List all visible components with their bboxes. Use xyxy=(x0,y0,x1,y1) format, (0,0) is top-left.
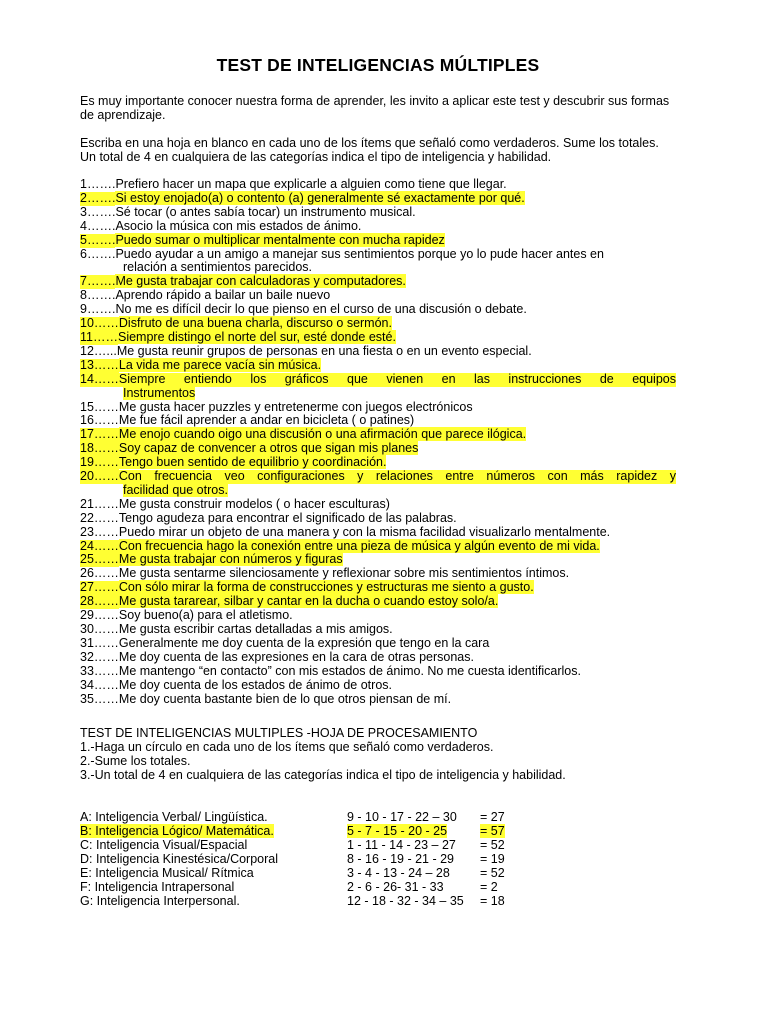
item-text xyxy=(119,498,676,512)
item-number: 23…… xyxy=(80,524,119,539)
item-text-content: Me gusta escribir cartas detalladas a mis amigos. xyxy=(118,622,393,636)
list-item xyxy=(80,275,676,289)
item-text-content: Me enojo cuando oigo una discusión o una afirmación que parece ilógica. xyxy=(118,427,527,442)
item-text-content: Prefiero hacer un mapa que explicarle a alguien como tiene que llegar. xyxy=(115,177,507,191)
result-category: A: Inteligencia Verbal/ Lingüística. xyxy=(80,810,268,825)
list-item xyxy=(80,498,676,512)
result-items: 5 - 7 - 15 - 20 - 25 xyxy=(347,824,448,839)
result-items: 9 - 10 - 17 - 22 – 30 xyxy=(347,810,457,825)
item-text-content: Soy capaz de convencer a otros que sigan mis planes xyxy=(118,441,419,456)
item-text xyxy=(115,206,676,220)
item-text xyxy=(119,665,676,679)
processing-step: 1.-Haga un círculo en cada uno de los ítems que señaló como verdaderos. xyxy=(80,740,494,755)
item-text-content: Siempre distingo el norte del sur, esté donde esté. xyxy=(117,329,396,344)
list-item xyxy=(80,679,676,693)
item-number: 26…… xyxy=(80,566,119,581)
item-text-content: Soy bueno(a) para el atletismo. xyxy=(118,608,293,623)
item-text-content: Me gusta trabajar con números y figuras xyxy=(118,552,343,567)
item-text xyxy=(119,526,676,540)
item-number: 14…… xyxy=(80,371,119,386)
list-item xyxy=(80,693,676,707)
item-number: 34…… xyxy=(80,677,119,692)
result-total: = 2 xyxy=(480,880,498,895)
results-row xyxy=(80,852,676,866)
item-number: 13…… xyxy=(80,357,119,372)
item-text xyxy=(119,414,676,428)
item-text-content: Generalmente me doy cuenta de la expresión que tengo en la cara xyxy=(118,635,490,650)
result-category: F: Inteligencia Intrapersonal xyxy=(80,880,235,895)
processing-step: 3.-Un total de 4 en cualquiera de las categorías indica el tipo de inteligencia y habilidad. xyxy=(80,768,566,783)
item-text-content: Me gusta trabajar con calculadoras y computadores. xyxy=(115,274,406,289)
item-number: 35…… xyxy=(80,691,119,706)
item-text-content: Puedo ayudar a un amigo a manejar sus sentimientos porque yo lo pude hacer antes en xyxy=(115,246,604,261)
item-text xyxy=(115,289,676,303)
results-row xyxy=(80,838,676,852)
result-items: 2 - 6 - 26- 31 - 33 xyxy=(347,880,444,895)
item-text xyxy=(119,651,676,665)
item-text-content: No me es difícil decir lo que pienso en el curso de una discusión o debate. xyxy=(115,302,527,317)
item-text xyxy=(117,345,676,359)
result-total: = 18 xyxy=(480,894,505,909)
item-text-content: Siempre entiendo los gráficos que vienen en las instrucciones de equipos xyxy=(118,371,676,386)
list-item xyxy=(80,456,676,470)
item-text-content: Asocio la música con mis estados de ánimo. xyxy=(115,218,362,233)
item-number: 19…… xyxy=(80,455,119,470)
item-number: 24…… xyxy=(80,538,119,553)
item-text xyxy=(119,359,676,373)
processing-step: 2.-Sume los totales. xyxy=(80,754,191,769)
result-items: 3 - 4 - 13 - 24 – 28 xyxy=(347,866,450,881)
results-row xyxy=(80,824,676,838)
item-text xyxy=(119,623,676,637)
item-text-content: Puedo mirar un objeto de una manera y con la misma facilidad visualizarlo mentalmente. xyxy=(118,524,611,539)
results-row xyxy=(80,894,676,908)
item-text xyxy=(115,275,676,289)
item-text xyxy=(119,637,676,651)
list-item xyxy=(80,526,676,540)
item-number: 28…… xyxy=(80,594,119,609)
item-text xyxy=(115,303,676,317)
intro-paragraph-1: Es muy importante conocer nuestra forma de aprender, les invito a aplicar este test y descubrir sus formas de aprendizaje. xyxy=(80,94,670,122)
item-number: 29…… xyxy=(80,608,119,623)
item-number: 30…… xyxy=(80,622,119,636)
item-number: 3……. xyxy=(80,204,116,219)
item-text xyxy=(119,470,676,484)
item-text-content: Me gusta reunir grupos de personas en una fiesta o en un evento especial. xyxy=(116,343,532,358)
item-number: 4……. xyxy=(80,218,116,233)
list-item xyxy=(80,178,676,192)
result-total: = 27 xyxy=(480,810,505,825)
item-text-continuation: facilidad que otros. xyxy=(123,482,228,497)
list-item xyxy=(80,567,676,581)
result-category: B: Inteligencia Lógico/ Matemática. xyxy=(80,824,274,839)
list-item xyxy=(80,373,676,401)
item-text xyxy=(118,331,676,345)
item-number: 7……. xyxy=(80,274,116,289)
item-text-content: Me doy cuenta bastante bien de lo que otros piensan de mí. xyxy=(118,691,452,706)
item-text xyxy=(119,567,676,581)
item-text-content: Me doy cuenta de las expresiones en la cara de otras personas. xyxy=(118,649,474,664)
item-text-content: Con frecuencia veo configuraciones y relaciones entre números con más rapidez y xyxy=(118,469,676,484)
result-total: = 19 xyxy=(480,852,505,867)
result-total: = 57 xyxy=(480,824,505,839)
item-text xyxy=(119,595,676,609)
result-category: C: Inteligencia Visual/Espacial xyxy=(80,838,248,853)
list-item xyxy=(80,206,676,220)
item-number: 21…… xyxy=(80,496,119,511)
item-number: 17…… xyxy=(80,427,119,442)
item-text-content: Con frecuencia hago la conexión entre una pieza de música y algún evento de mi vida. xyxy=(118,538,600,553)
list-item xyxy=(80,442,676,456)
item-number: 2……. xyxy=(80,190,116,205)
item-number: 32…… xyxy=(80,649,119,664)
item-text xyxy=(119,581,676,595)
item-number: 22…… xyxy=(80,510,119,525)
list-item xyxy=(80,401,676,415)
result-items: 12 - 18 - 32 - 34 – 35 xyxy=(347,894,464,909)
results-row xyxy=(80,810,676,824)
list-item xyxy=(80,595,676,609)
item-number: 6……. xyxy=(80,246,116,261)
list-item xyxy=(80,665,676,679)
list-item xyxy=(80,345,676,359)
result-total: = 52 xyxy=(480,838,505,853)
item-text xyxy=(115,178,676,192)
item-text-content: Tengo buen sentido de equilibrio y coordinación. xyxy=(118,455,387,470)
list-item xyxy=(80,317,676,331)
item-text-content: Con sólo mirar la forma de construcciones y estructuras me siento a gusto. xyxy=(118,580,534,595)
result-items: 8 - 16 - 19 - 21 - 29 xyxy=(347,852,455,867)
list-item xyxy=(80,428,676,442)
list-item xyxy=(80,220,676,234)
item-text xyxy=(119,609,676,623)
result-category: G: Inteligencia Interpersonal. xyxy=(80,894,240,909)
item-text-content: Me gusta sentarme silenciosamente y reflexionar sobre mis sentimientos íntimos. xyxy=(118,566,570,581)
item-text xyxy=(119,317,676,331)
item-text xyxy=(119,442,676,456)
list-item xyxy=(80,192,676,206)
item-text-content: La vida me parece vacía sin música. xyxy=(118,357,322,372)
list-item xyxy=(80,470,676,498)
item-number: 31…… xyxy=(80,635,119,650)
results-row xyxy=(80,866,676,880)
item-text-content: Me gusta hacer puzzles y entretenerme con juegos electrónicos xyxy=(118,399,473,414)
item-text xyxy=(119,693,676,707)
list-item xyxy=(80,553,676,567)
intro-paragraph-2: Escriba en una hoja en blanco en cada uno de los ítems que señaló como verdaderos. Sume los totales. Un total de 4 en cualquiera de las categorías indica el tipo de inteligencia y habilidad. xyxy=(80,136,659,164)
processing-heading: TEST DE INTELIGENCIAS MULTIPLES -HOJA DE PROCESAMIENTO xyxy=(80,726,478,741)
list-item xyxy=(80,623,676,637)
result-total: = 52 xyxy=(480,866,505,881)
item-text-content: Me doy cuenta de los estados de ánimo de otros. xyxy=(118,677,392,692)
item-text-content: Sé tocar (o antes sabía tocar) un instrumento musical. xyxy=(115,204,416,219)
item-number: 11…… xyxy=(80,329,118,344)
list-item xyxy=(80,248,676,276)
item-text xyxy=(119,373,676,387)
item-text xyxy=(119,456,676,470)
item-text xyxy=(119,401,676,415)
item-text-content: Si estoy enojado(a) o contento (a) generalmente sé exactamente por qué. xyxy=(115,190,525,205)
item-text xyxy=(119,512,676,526)
list-item xyxy=(80,581,676,595)
item-text xyxy=(115,192,676,206)
list-item xyxy=(80,331,676,345)
result-category: E: Inteligencia Musical/ Rítmica xyxy=(80,866,254,881)
item-text xyxy=(119,540,676,554)
results-table xyxy=(80,810,676,908)
item-text-content: Tengo agudeza para encontrar el significado de las palabras. xyxy=(118,510,457,525)
item-text xyxy=(115,220,676,234)
item-number: 8……. xyxy=(80,288,116,303)
item-text-content: Me gusta tararear, silbar y cantar en la ducha o cuando estoy solo/a. xyxy=(118,594,499,609)
item-number: 15…… xyxy=(80,399,119,414)
item-number: 1……. xyxy=(80,177,116,191)
item-number: 5……. xyxy=(80,232,116,247)
item-number: 25…… xyxy=(80,552,119,567)
item-text xyxy=(115,234,676,248)
item-text-content: Me gusta construir modelos ( o hacer esculturas) xyxy=(118,496,390,511)
item-text-content: Me mantengo “en contacto” con mis estados de ánimo. No me cuesta identificarlos. xyxy=(118,663,581,678)
item-number: 27…… xyxy=(80,580,119,595)
test-item-list xyxy=(80,178,676,706)
list-item xyxy=(80,637,676,651)
page-title: TEST DE INTELIGENCIAS MÚLTIPLES xyxy=(216,55,540,75)
item-text xyxy=(119,428,676,442)
item-text xyxy=(115,248,676,262)
item-number: 16…… xyxy=(80,413,119,428)
list-item xyxy=(80,359,676,373)
list-item xyxy=(80,303,676,317)
results-row xyxy=(80,880,676,894)
item-number: 12…... xyxy=(80,343,117,358)
list-item xyxy=(80,651,676,665)
list-item xyxy=(80,609,676,623)
list-item xyxy=(80,234,676,248)
item-text-content: Me fue fácil aprender a andar en bicicleta ( o patines) xyxy=(118,413,415,428)
item-number: 9……. xyxy=(80,302,116,317)
item-text xyxy=(119,553,676,567)
item-text-content: Puedo sumar o multiplicar mentalmente con mucha rapidez xyxy=(115,232,445,247)
list-item xyxy=(80,540,676,554)
list-item xyxy=(80,512,676,526)
result-items: 1 - 11 - 14 - 23 – 27 xyxy=(347,838,456,853)
item-text xyxy=(119,679,676,693)
item-number: 20…… xyxy=(80,469,119,484)
item-number: 33…… xyxy=(80,663,119,678)
item-text-content: Disfruto de una buena charla, discurso o sermón. xyxy=(118,316,392,331)
item-text-content: Aprendo rápido a bailar un baile nuevo xyxy=(115,288,331,303)
item-number: 18…… xyxy=(80,441,119,456)
list-item xyxy=(80,414,676,428)
result-category: D: Inteligencia Kinestésica/Corporal xyxy=(80,852,279,867)
item-number: 10…… xyxy=(80,316,119,331)
item-text-continuation: relación a sentimientos parecidos. xyxy=(123,260,312,275)
list-item xyxy=(80,289,676,303)
item-text-continuation: Instrumentos xyxy=(123,385,196,400)
processing-section xyxy=(80,726,676,782)
